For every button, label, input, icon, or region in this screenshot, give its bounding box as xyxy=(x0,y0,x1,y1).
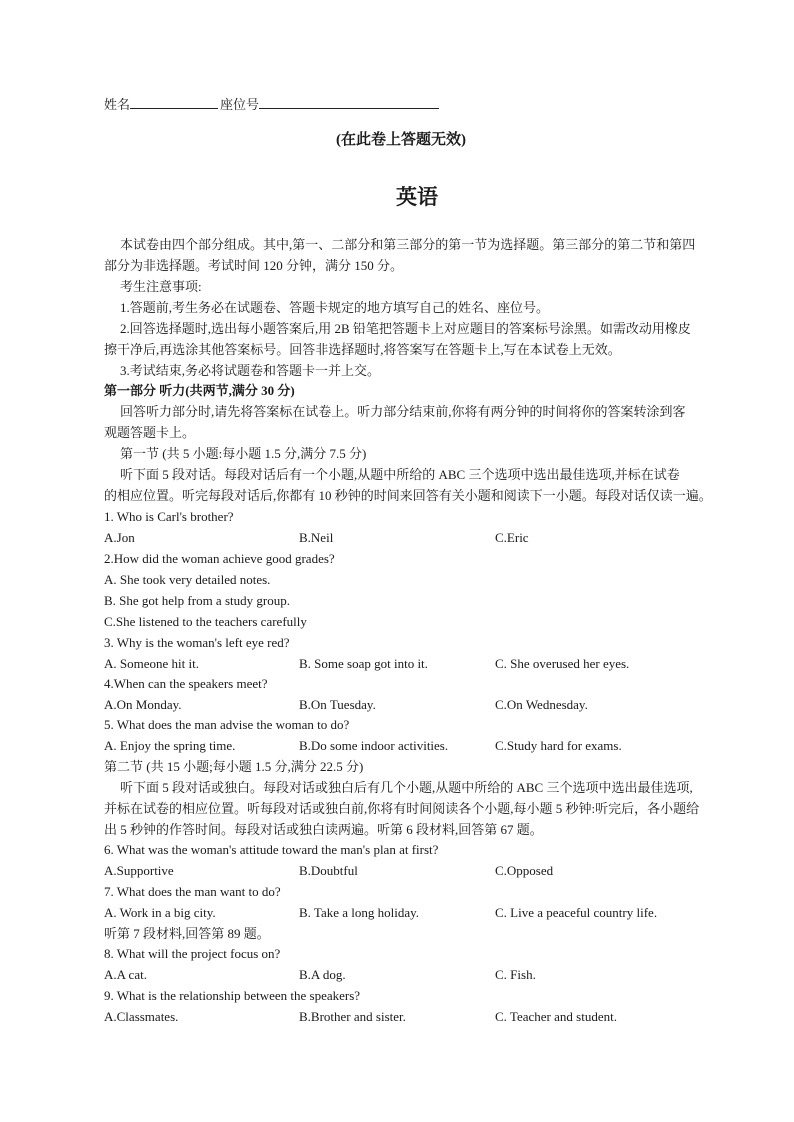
question-3: 3. Why is the woman's left eye red? xyxy=(104,635,290,650)
section1-line-2: 的相应位置。听完每段对话后,你都有 10 秒钟的时间来回答有关小题和阅读下一小题。每段对话仅读一遍。 xyxy=(104,488,712,503)
question-6-option-b: B.Doubtful xyxy=(299,863,358,878)
question-1-option-c: C.Eric xyxy=(495,530,529,545)
intro-line-2: 部分为非选择题。考试时间 120 分钟，满分 150 分。 xyxy=(104,258,404,273)
question-2-option-b: B. She got help from a study group. xyxy=(104,593,290,608)
question-4-option-c: C.On Wednesday. xyxy=(495,697,588,712)
question-4-option-a: A.On Monday. xyxy=(104,697,182,712)
section2-heading: 第二节 (共 15 小题;每小题 1.5 分,满分 22.5 分) xyxy=(104,759,364,774)
question-7-option-b: B. Take a long holiday. xyxy=(299,905,420,920)
question-2-option-a: A. She took very detailed notes. xyxy=(104,572,271,587)
page-title: 英语 xyxy=(396,185,438,209)
question-7-option-a: A. Work in a big city. xyxy=(104,905,216,920)
question-3-option-a: A. Someone hit it. xyxy=(104,656,199,671)
question-2-option-c: C.She listened to the teachers carefully xyxy=(104,614,307,629)
seat-blank xyxy=(259,96,439,109)
note-1: 1.答题前,考生务必在试题卷、答题卡规定的地方填写自己的姓名、座位号。 xyxy=(120,300,550,315)
question-8-option-b: B.A dog. xyxy=(299,967,346,982)
note-2-line-1: 2.回答选择题时,选出每小题答案后,用 2B 铅笔把答题卡上对应题目的答案标号涂黑。如需改动用橡皮 xyxy=(120,321,691,336)
question-4-option-b: B.On Tuesday. xyxy=(299,697,376,712)
question-1-option-b: B.Neil xyxy=(299,530,334,545)
question-5-option-c: C.Study hard for exams. xyxy=(495,738,622,753)
section1-heading: 第一节 (共 5 小题:每小题 1.5 分,满分 7.5 分) xyxy=(120,446,367,461)
question-1-option-a: A.Jon xyxy=(104,530,135,545)
question-9-option-c: C. Teacher and student. xyxy=(495,1009,617,1024)
material-7-instruction: 听第 7 段材料,回答第 89 题。 xyxy=(104,926,270,941)
question-6-option-c: C.Opposed xyxy=(495,863,554,878)
intro-line-1: 本试卷由四个部分组成。其中,第一、二部分和第三部分的第一节为选择题。第三部分的第二节和第四 xyxy=(120,237,696,252)
question-5-option-a: A. Enjoy the spring time. xyxy=(104,738,236,753)
part1-desc-line-2: 观题答题卡上。 xyxy=(104,425,196,440)
question-9-option-b: B.Brother and sister. xyxy=(299,1009,406,1024)
question-9: 9. What is the relationship between the speakers? xyxy=(104,988,361,1003)
question-9-option-a: A.Classmates. xyxy=(104,1009,179,1024)
question-8: 8. What will the project focus on? xyxy=(104,946,281,961)
seat-label: 座位号 xyxy=(220,97,260,112)
note-3: 3.考试结束,务必将试题卷和答题卡一并上交。 xyxy=(120,363,381,378)
section2-line-2: 并标在试卷的相应位置。听每段对话或独白前,你将有时间阅读各个小题,每小题 5 秒钟:听完后，各小题给 xyxy=(104,801,700,816)
question-6-option-a: A.Supportive xyxy=(104,863,174,878)
part1-heading: 第一部分 听力(共两节,满分 30 分) xyxy=(104,383,295,398)
question-4: 4.When can the speakers meet? xyxy=(104,676,268,691)
notes-heading: 考生注意事项: xyxy=(120,279,202,294)
question-5: 5. What does the man advise the woman to do? xyxy=(104,717,350,732)
invalid-notice: (在此卷上答题无效) xyxy=(336,132,466,148)
name-blank xyxy=(130,96,218,109)
part1-desc-line-1: 回答听力部分时,请先将答案标在试卷上。听力部分结束前,你将有两分钟的时间将你的答案转涂到客 xyxy=(120,404,686,419)
question-6: 6. What was the woman's attitude toward the man's plan at first? xyxy=(104,842,439,857)
section1-line-1: 听下面 5 段对话。每段对话后有一个小题,从题中所给的 ABC 三个选项中选出最佳选项,并标在试卷 xyxy=(120,467,680,482)
question-7-option-c: C. Live a peaceful country life. xyxy=(495,905,658,920)
section2-line-3: 出 5 秒钟的作答时间。每段对话或独白读两遍。听第 6 段材料,回答第 67 题。 xyxy=(104,822,543,837)
question-7: 7. What does the man want to do? xyxy=(104,884,281,899)
note-2-line-2: 擦干净后,再选涂其他答案标号。回答非选择题时,将答案写在答题卡上,写在本试卷上无效。 xyxy=(104,342,621,357)
section2-line-1: 听下面 5 段对话或独白。每段对话或独白后有几个小题,从题中所给的 ABC 三个选项中选出最佳选项, xyxy=(120,780,693,795)
question-3-option-c: C. She overused her eyes. xyxy=(495,656,630,671)
question-5-option-b: B.Do some indoor activities. xyxy=(299,738,449,753)
question-8-option-c: C. Fish. xyxy=(495,967,536,982)
question-2: 2.How did the woman achieve good grades? xyxy=(104,551,335,566)
question-3-option-b: B. Some soap got into it. xyxy=(299,656,428,671)
question-8-option-a: A.A cat. xyxy=(104,967,147,982)
name-seat-row xyxy=(104,96,439,113)
question-1: 1. Who is Carl's brother? xyxy=(104,509,234,524)
name-label: 姓名 xyxy=(104,97,131,112)
